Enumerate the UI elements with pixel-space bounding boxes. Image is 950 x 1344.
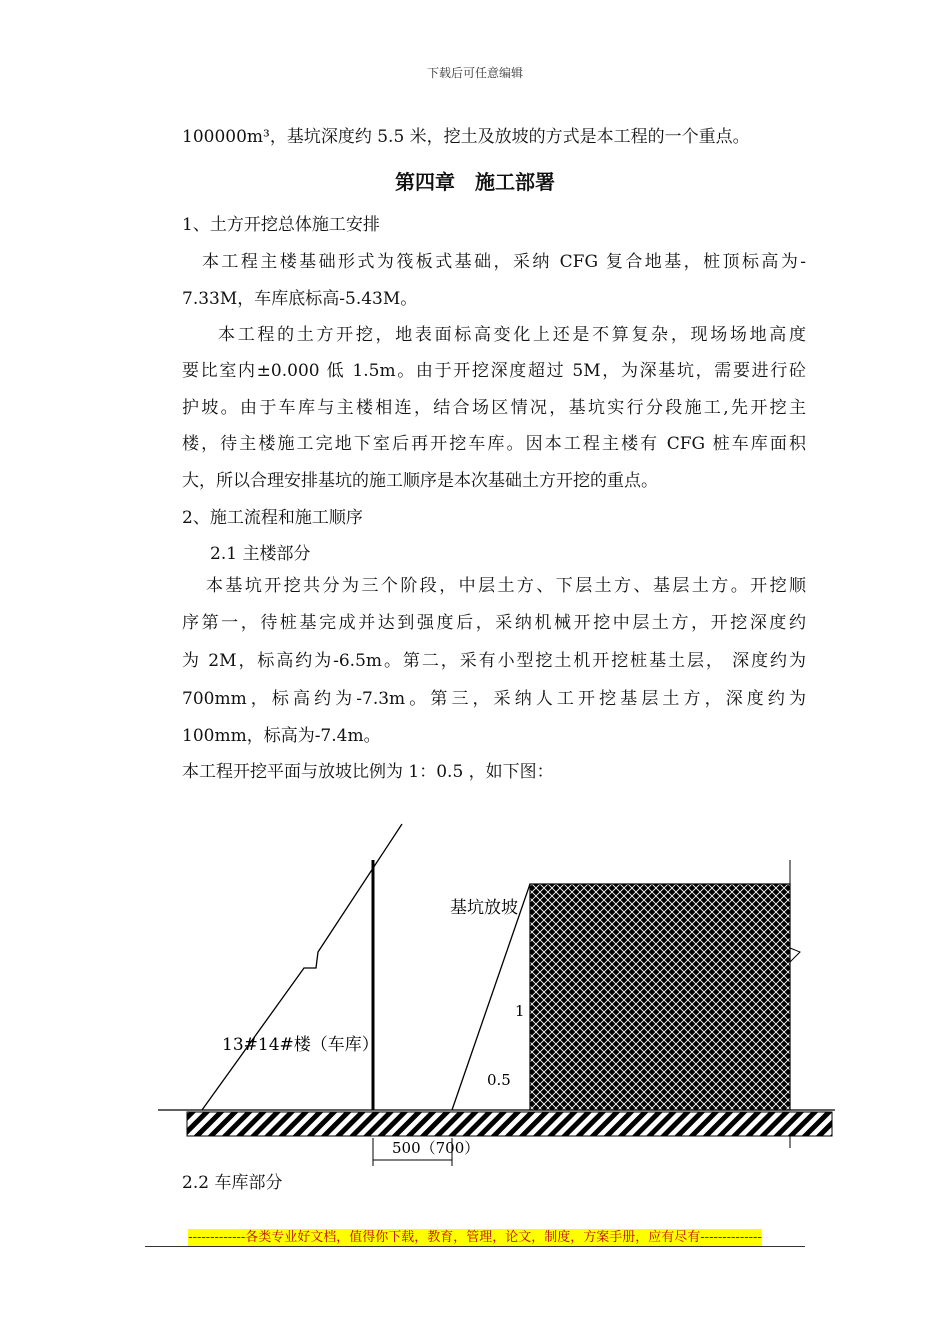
paragraph-line: 本工程的土方开挖，地表面标高变化上还是不算复杂，现场场地高度 <box>218 325 806 345</box>
paragraph-line: 要比室内±0.000 低 1.5m。由于开挖深度超过 5M，为深基坑，需要进行砼 <box>182 361 806 381</box>
paragraph-line: 楼，待主楼施工完地下室后再开挖车库。因本工程主楼有 CFG 桩车库面积 <box>182 434 806 454</box>
soil-block <box>530 884 790 1110</box>
paragraph-line: 护坡。由于车库与主楼相连，结合场区情况，基坑实行分段施工,先开挖主 <box>182 398 806 418</box>
paragraph-line: 7.33M，车库底标高-5.43M。 <box>182 289 418 309</box>
paragraph-line: 大，所以合理安排基坑的施工顺序是本次基础土方开挖的重点。 <box>182 471 658 491</box>
paragraph-line: 100mm，标高为-7.4m。 <box>182 726 381 746</box>
label-ratio-05: 0.5 <box>487 1071 511 1089</box>
paragraph-line: 700mm，标高约为-7.3m。第三，采纳人工开挖基层土方，深度约为 <box>182 689 806 709</box>
chapter-title: 第四章 施工部署 <box>395 170 555 194</box>
paragraph-line: 100000m³，基坑深度约 5.5 米，挖土及放坡的方式是本工程的一个重点。 <box>182 127 750 147</box>
label-ratio-1: 1 <box>515 1002 525 1020</box>
footer-text: -------------各类专业好文档，值得你下载，教育，管理，论文，制度，方案手册，应有尽有-------------- <box>188 1230 762 1245</box>
footer-rule <box>145 1246 805 1247</box>
label-width: 500（700） <box>392 1139 480 1157</box>
subsection-heading: 2.1 主楼部分 <box>210 544 311 564</box>
footer-banner <box>0 1226 950 1245</box>
page-header-note: 下载后可任意编辑 <box>426 66 523 80</box>
paragraph-line: 本工程主楼基础形式为筏板式基础，采纳 CFG 复合地基，桩顶标高为- <box>202 252 806 272</box>
ground-hatch <box>187 1112 832 1136</box>
label-building: 13#14#楼（车库） <box>222 1035 379 1055</box>
break-mark <box>790 948 800 962</box>
subsection-heading: 2.2 车库部分 <box>182 1173 283 1193</box>
label-slope: 基坑放坡 <box>450 898 518 918</box>
paragraph-line: 序第一，待桩基完成并达到强度后，采纳机械开挖中层土方，开挖深度约 <box>182 613 806 633</box>
section-heading: 2、施工流程和施工顺序 <box>182 508 363 528</box>
section-heading: 1、土方开挖总体施工安排 <box>182 215 380 235</box>
paragraph-line: 为 2M，标高约为-6.5m。第二，采有小型挖土机开挖桩基土层， 深度约为 <box>182 651 806 671</box>
paragraph-line: 本基坑开挖共分为三个阶段，中层土方、下层土方、基层土方。开挖顺 <box>206 576 806 596</box>
paragraph-line: 本工程开挖平面与放坡比例为 1：0.5 ，如下图： <box>182 762 554 782</box>
